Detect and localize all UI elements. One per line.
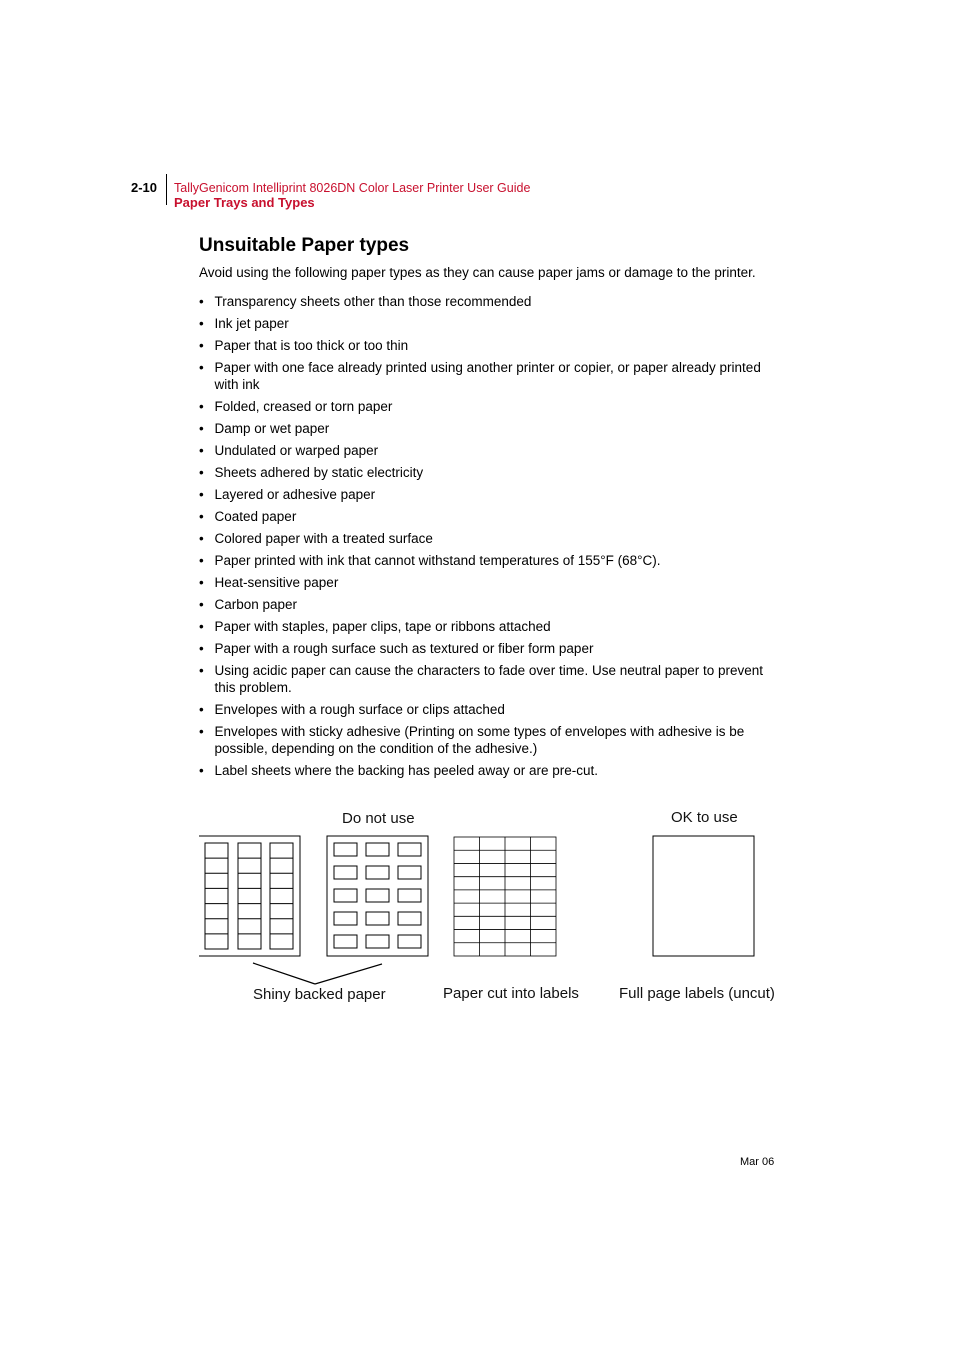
paper-types-figure — [195, 800, 785, 1010]
unsuitable-paper-list — [199, 293, 779, 784]
list-item: • Damp or wet paper — [199, 420, 779, 437]
shiny-backed-caption: Shiny backed paper — [253, 986, 386, 1003]
list-item: • Heat-sensitive paper — [199, 574, 779, 591]
intro-paragraph: Avoid using the following paper types as they can cause paper jams or damage to the printer. — [199, 265, 756, 280]
header-divider — [166, 174, 167, 205]
list-item: • Using acidic paper can cause the characters to fade over time. Use neutral paper to prevent this problem. — [199, 662, 779, 696]
list-item: • Paper printed with ink that cannot withstand temperatures of 155°F (68°C). — [199, 552, 779, 569]
do-not-use-caption: Do not use — [342, 810, 415, 827]
list-item: • Undulated or warped paper — [199, 442, 779, 459]
shiny-backed-sheet-grid — [327, 836, 428, 956]
list-item: • Paper with a rough surface such as textured or fiber form paper — [199, 640, 779, 657]
section-title: Paper Trays and Types — [174, 195, 315, 210]
page-number: 2-10 — [131, 180, 158, 195]
list-item: • Label sheets where the backing has peeled away or are pre-cut. — [199, 762, 779, 779]
list-item: • Envelopes with sticky adhesive (Printing on some types of envelopes with adhesive is be possible, depending on the condition of the adhesive.) — [199, 723, 779, 757]
list-item: • Carbon paper — [199, 596, 779, 613]
list-item: • Colored paper with a treated surface — [199, 530, 779, 547]
list-item: • Ink jet paper — [199, 315, 779, 332]
list-item: • Layered or adhesive paper — [199, 486, 779, 503]
footer-date: Mar 06 — [740, 1156, 775, 1168]
list-item: • Paper with one face already printed using another printer or copier, or paper already printed with ink — [199, 359, 779, 393]
list-item: • Folded, creased or torn paper — [199, 398, 779, 415]
shiny-backed-sheet-columns — [199, 836, 300, 956]
ok-to-use-caption: OK to use — [671, 809, 738, 826]
guide-title: TallyGenicom Intelliprint 8026DN Color Laser Printer User Guide — [174, 181, 531, 195]
cut-labels-sheet — [454, 837, 556, 956]
list-item: • Paper with staples, paper clips, tape or ribbons attached — [199, 618, 779, 635]
paper-sheets-illustration — [195, 800, 785, 1010]
page-heading: Unsuitable Paper types — [199, 235, 410, 256]
list-item: • Envelopes with a rough surface or clips attached — [199, 701, 779, 718]
full-page-label-sheet — [653, 836, 754, 956]
full-page-caption: Full page labels (uncut) — [619, 985, 775, 1002]
list-item: • Coated paper — [199, 508, 779, 525]
list-item: • Paper that is too thick or too thin — [199, 337, 779, 354]
list-item: • Transparency sheets other than those recommended — [199, 293, 779, 310]
cut-labels-caption: Paper cut into labels — [443, 985, 579, 1002]
caption-pointer-lines — [253, 963, 382, 984]
list-item: • Sheets adhered by static electricity — [199, 464, 779, 481]
